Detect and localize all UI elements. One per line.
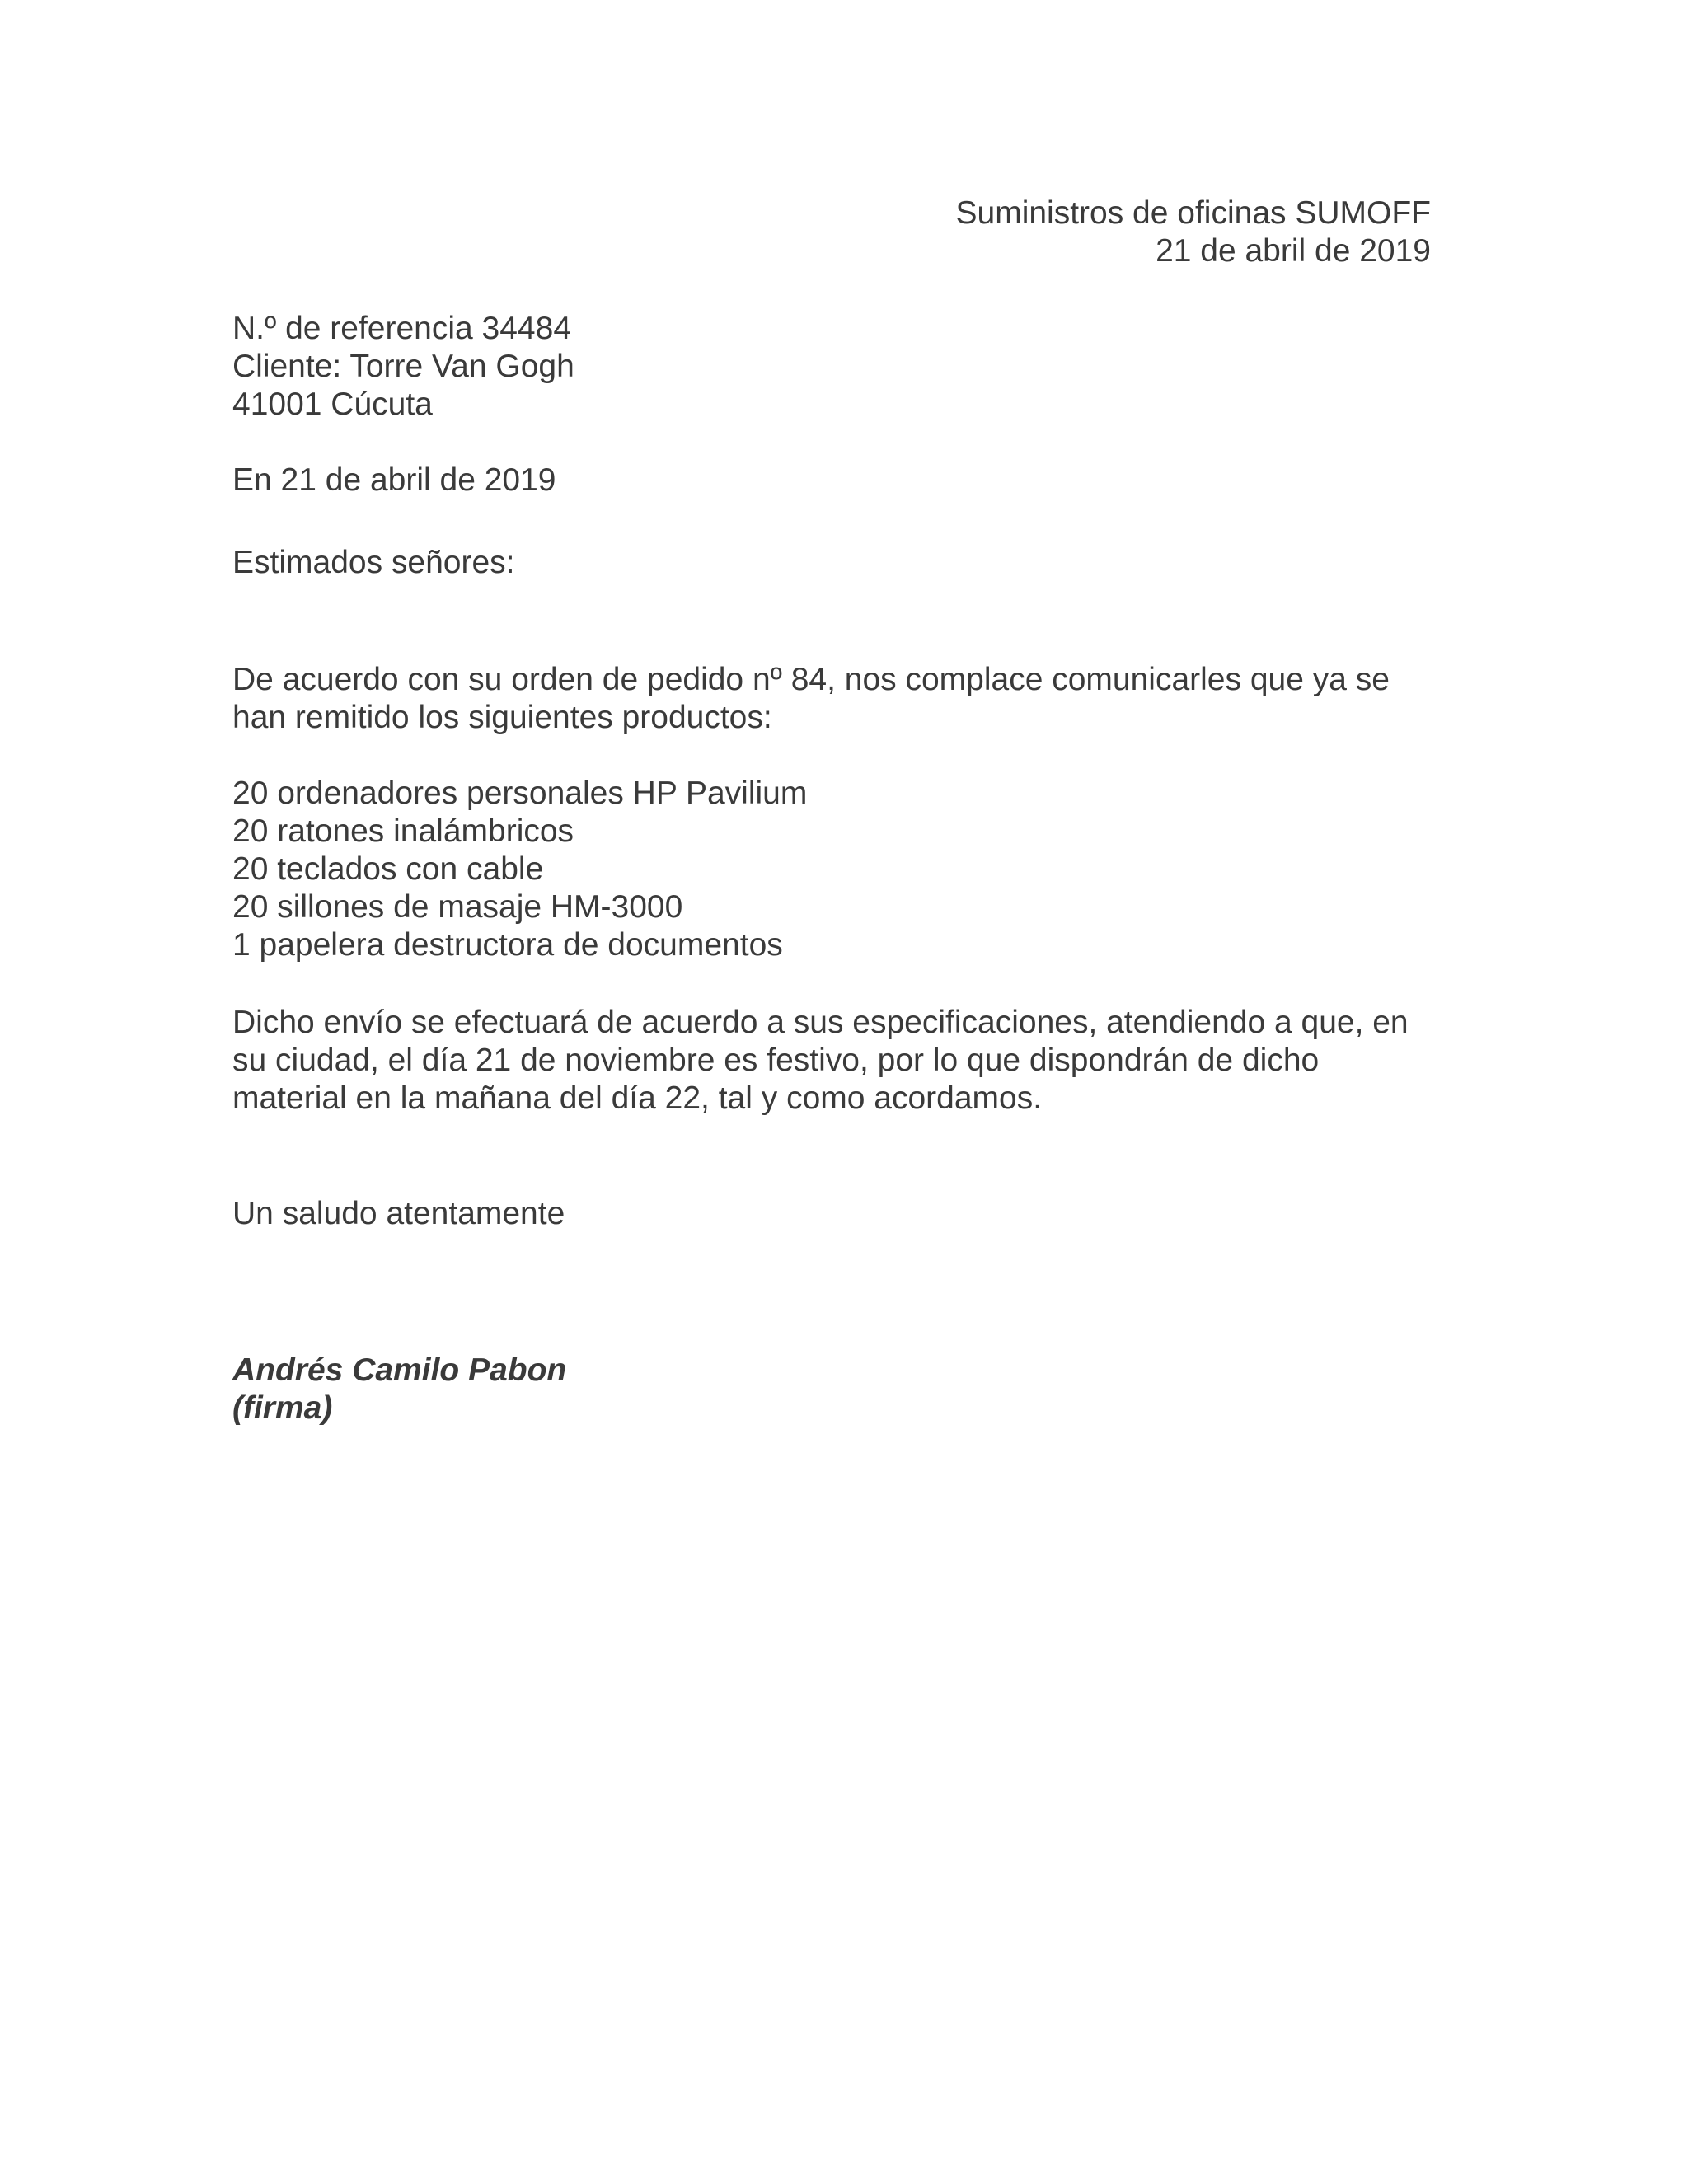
list-item: 20 sillones de masaje HM-3000: [232, 889, 683, 925]
recipient-block: [232, 310, 574, 424]
list-item: 20 ratones inalámbricos: [232, 813, 574, 849]
signature-note: (firma): [232, 1390, 333, 1426]
intro-paragraph: [232, 661, 1390, 737]
details-line: su ciudad, el día 21 de noviembre es festivo, por lo que dispondrán de dicho: [232, 1043, 1320, 1078]
intro-line: De acuerdo con su orden de pedido nº 84, nos complace comunicarles que ya se: [232, 662, 1390, 697]
intro-line: han remitido los siguientes productos:: [232, 700, 772, 735]
closing: Un saludo atentamente: [232, 1196, 565, 1231]
details-line: material en la mañana del día 22, tal y como acordamos.: [232, 1080, 1043, 1116]
list-item: 20 teclados con cable: [232, 851, 544, 887]
list-item: 1 papelera destructora de documentos: [232, 927, 783, 963]
signature-name: Andrés Camilo Pabon: [232, 1352, 567, 1388]
signature-block: [232, 1352, 566, 1427]
reference-number: N.º de referencia 34484: [232, 311, 572, 346]
client-name: Cliente: Torre Van Gogh: [232, 349, 574, 384]
greeting: Estimados señores:: [232, 545, 515, 580]
letter-date: En 21 de abril de 2019: [232, 462, 556, 498]
list-item: 20 ordenadores personales HP Pavilium: [232, 776, 808, 811]
sender-block: [956, 194, 1432, 270]
product-list: [232, 775, 807, 964]
sender-date: 21 de abril de 2019: [1156, 233, 1431, 269]
details-line: Dicho envío se efectuará de acuerdo a sus especificaciones, atendiendo a que, en: [232, 1005, 1409, 1040]
client-city: 41001 Cúcuta: [232, 387, 433, 422]
details-paragraph: [232, 1004, 1409, 1118]
sender-company: Suministros de oficinas SUMOFF: [955, 195, 1431, 231]
